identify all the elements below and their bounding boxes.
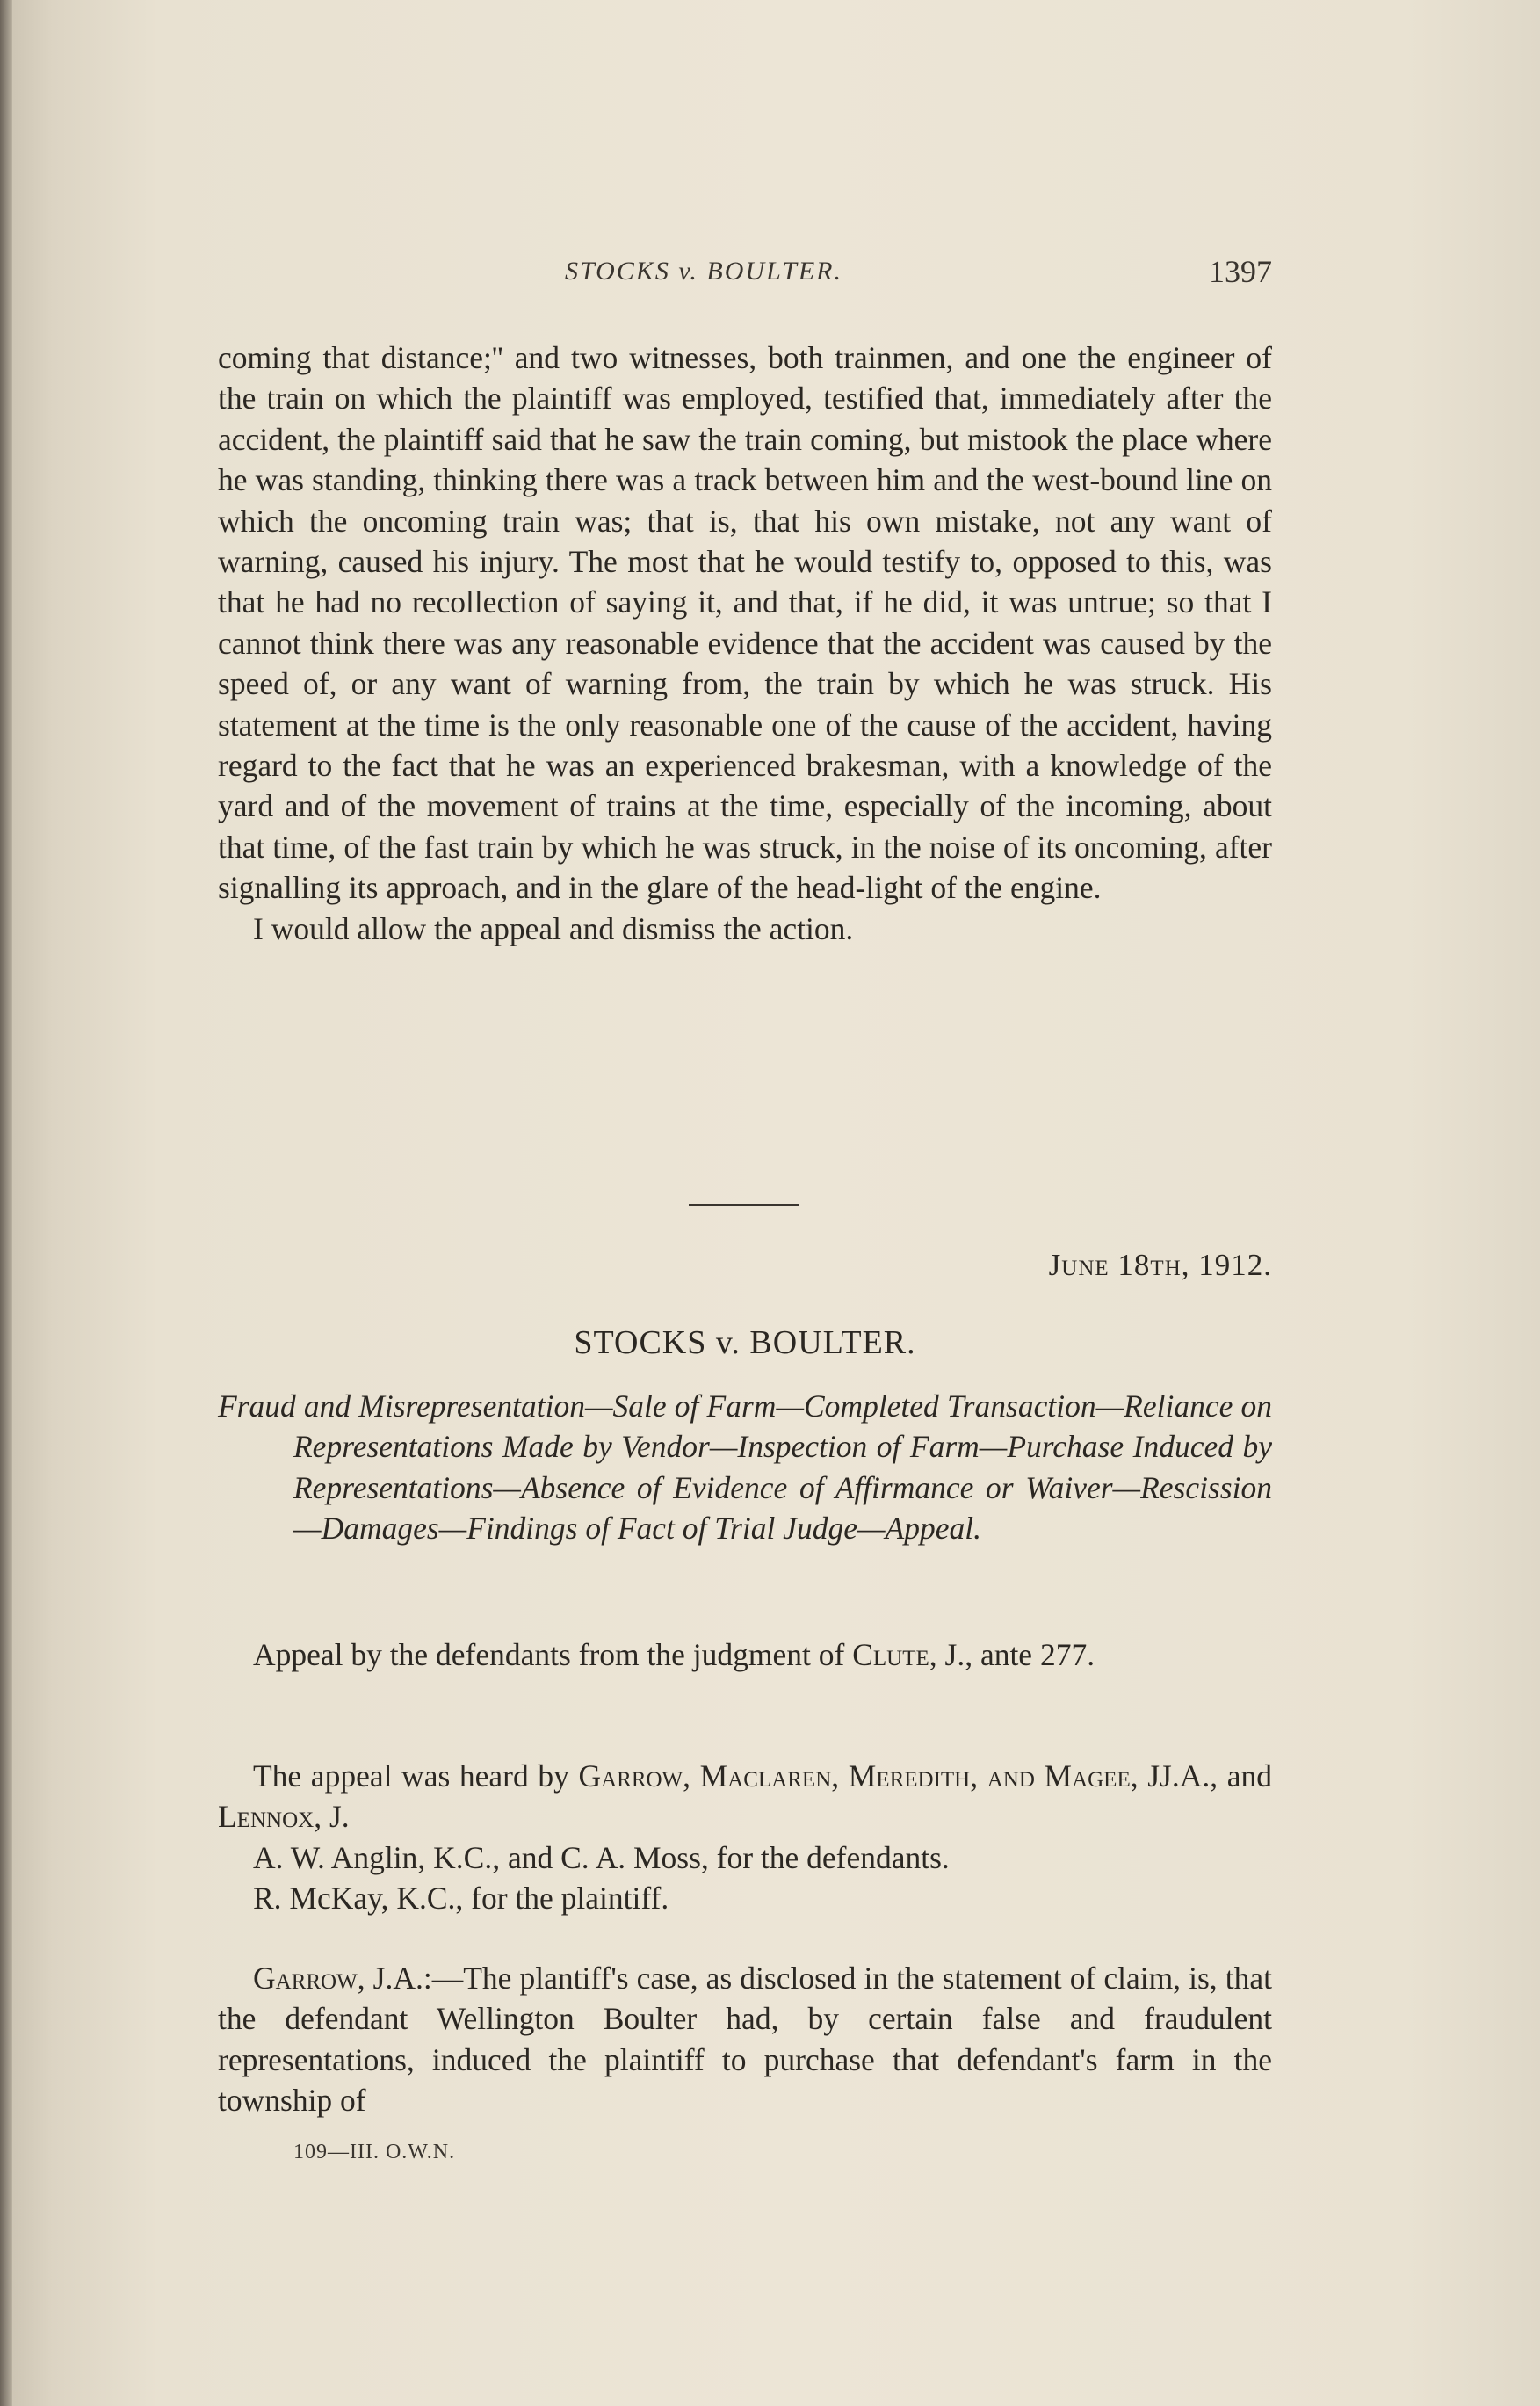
case-title: STOCKS v. BOULTER. (574, 1324, 916, 1361)
case-date: June 18th, 1912. (1048, 1248, 1272, 1282)
heard-judge-last-suffix: , J. (314, 1799, 350, 1835)
hearing-details (218, 1756, 1272, 1919)
judgment-judge-suffix: , J.A.:— (357, 1960, 464, 1996)
case-headnote: Fraud and Misrepresentation—Sale of Farm—Completed Transaction—Reliance on Representations Made by Vendor—Inspection of Farm—Purchase Induced by Representations—Absence of Evidence of Affirmance or Waiver—Rescission—Damages—Findings of Fact of Trial Judge—Appeal. (218, 1388, 1272, 1547)
appeal-statement (218, 1634, 1272, 1675)
judgment-body: The plantiff's case, as disclosed in the statement of claim, is, that the defendant Wellington Boulter had, by certain false and fraudulent representations, induced the plaintiff to purchase that defendant's farm in the township of (218, 1960, 1272, 2119)
previous-case-text (218, 337, 1272, 949)
counsel-plaintiff: R. McKay, K.C., for the plaintiff. (253, 1881, 669, 1917)
appeal-text: Appeal by the defendants from the judgment of (253, 1637, 853, 1672)
page-number: 1397 (1209, 254, 1272, 289)
section-divider (689, 1204, 799, 1206)
counsel-defendants: A. W. Anglin, K.C., and C. A. Moss, for the defendants. (253, 1839, 950, 1875)
heard-judges-suffix: , JJ.A., and (1130, 1758, 1272, 1794)
page-header (218, 254, 1272, 301)
judgment-text (218, 1958, 1272, 2121)
heard-judges: Garrow, Maclaren, Meredith, and Magee (578, 1758, 1131, 1794)
judgment-judge: Garrow (253, 1960, 358, 1996)
printer-signature: 109—III. O.W.N. (293, 2141, 456, 2163)
heard-judge-last: Lennox (218, 1799, 315, 1835)
body-paragraph-conclusion: I would allow the appeal and dismiss the action. (253, 910, 854, 946)
appeal-judge: Clute (852, 1637, 929, 1672)
binding-shadow (0, 0, 12, 2406)
heard-intro: The appeal was heard by (253, 1758, 579, 1794)
body-paragraph: coming that distance;'' and two witnesses, both trainmen, and one the engineer of the train on which the plaintiff was employed, testified that, immediately after the accident, the plaintiff said that he saw the train coming, but mistook the place where he was standing, thinking there was a track between him and the west-bound line on which the oncoming train was; that is, that his own mistake, not any want of warning, caused his injury. The most that he would testify to, opposed to this, was that he had no recollection of saying it, and that, if he did, it was untrue; so that I cannot think there was any reasonable evidence that the accident was caused by the speed of, or any want of warning from, the train by which he was struck. His statement at the time is the only reasonable one of the cause of the accident, having regard to the fact that he was an experienced brakesman, with a knowledge of the yard and of the movement of trains at the time, especially of the incoming, about that time, of the fast train by which he was struck, in the noise of its oncoming, after signalling its approach, and in the glare of the head-light of the engine. (218, 340, 1272, 906)
appeal-citation: , J., ante 277. (929, 1637, 1095, 1672)
running-head: STOCKS v. BOULTER. (565, 257, 842, 286)
